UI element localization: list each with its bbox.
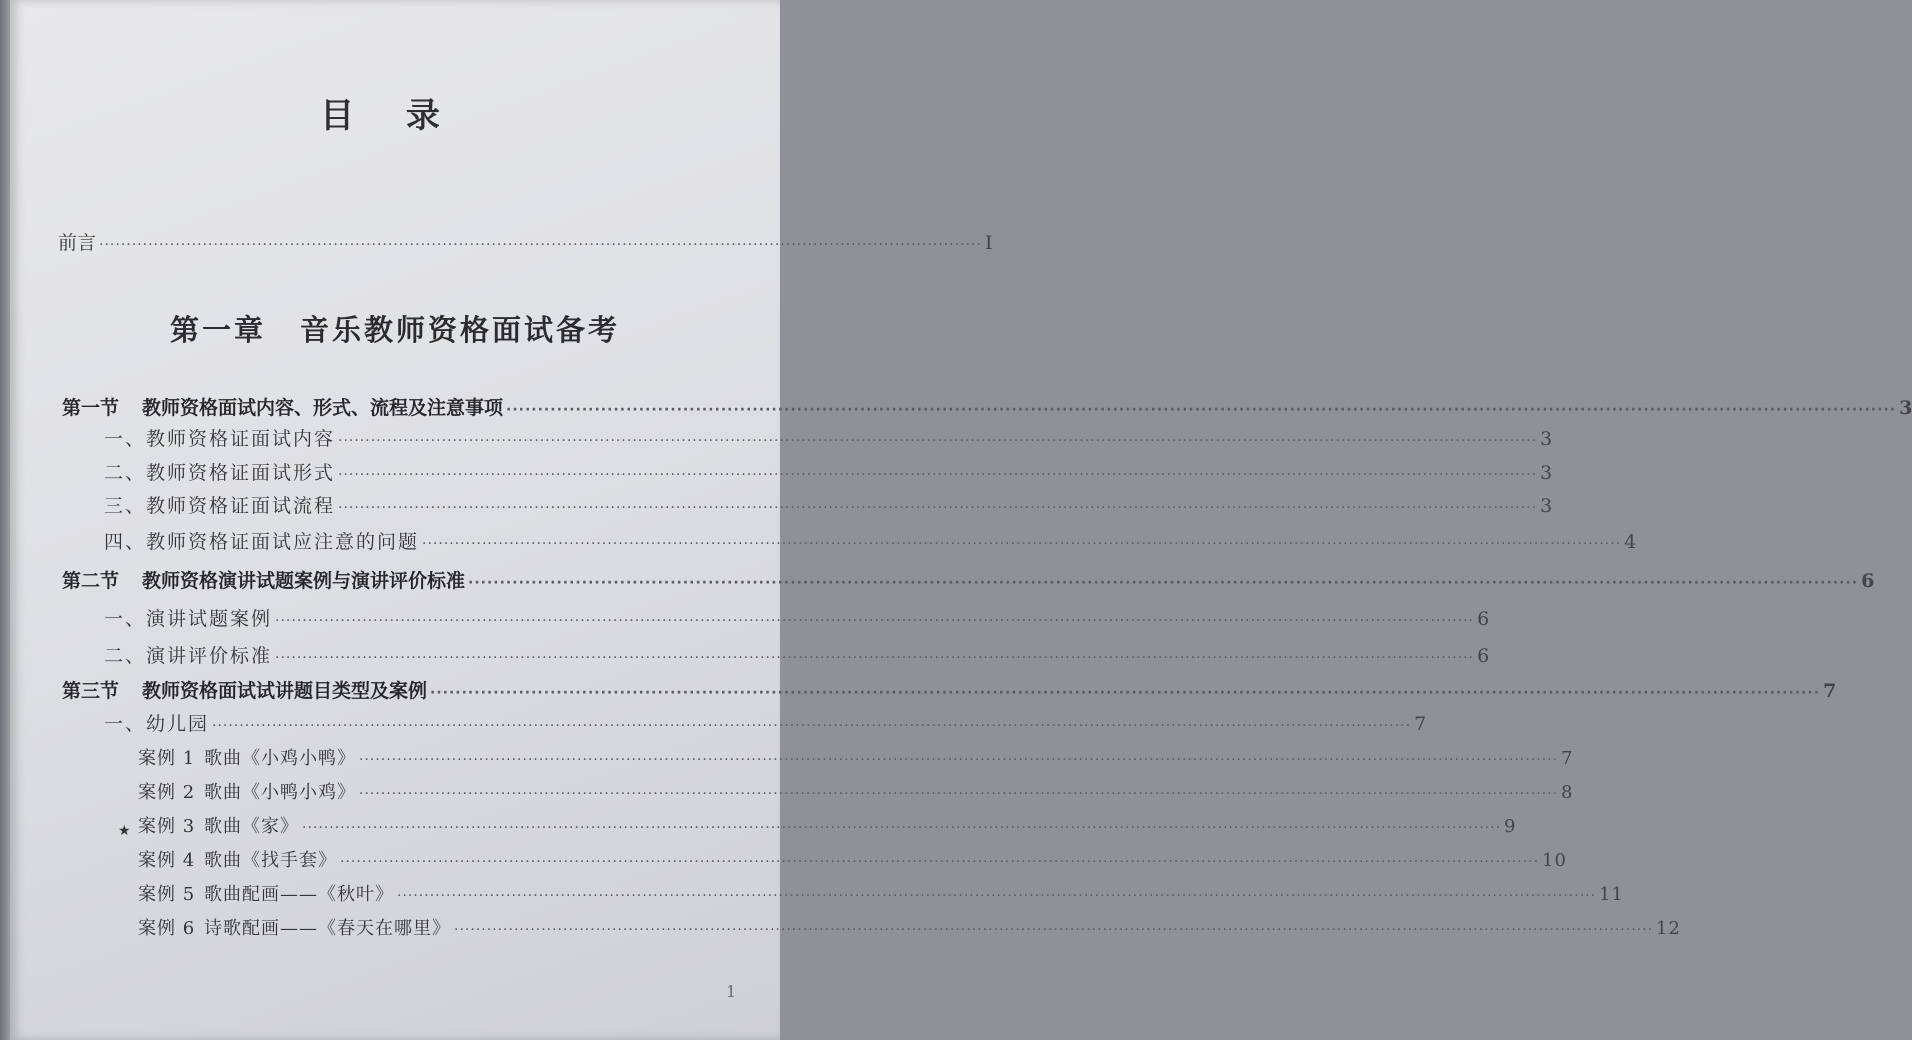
entry-label xyxy=(104,604,272,631)
entry-title: 诗歌配画——《春天在哪里》 xyxy=(204,918,451,939)
entry-title: 三、教师资格证面试流程 xyxy=(104,495,336,517)
preface-page-number: I xyxy=(984,232,993,254)
leader-dots: ···························································································································································································································· xyxy=(338,500,1538,516)
section-entry[interactable] xyxy=(62,393,1912,419)
entry-page-number: 7 xyxy=(1561,748,1574,769)
preface-label: 前言 xyxy=(58,232,97,254)
entry-page-number: 6 xyxy=(1861,570,1875,592)
entry-page-number: 3 xyxy=(1540,495,1555,517)
case-number: 案例 5 xyxy=(138,884,196,905)
entry-label xyxy=(104,424,335,451)
entry-title: 歌曲《找手套》 xyxy=(204,850,337,871)
entry-page-number: 9 xyxy=(1504,816,1517,837)
entry-label xyxy=(104,527,419,554)
section-entry[interactable] xyxy=(62,676,1837,702)
subsection-entry[interactable] xyxy=(104,641,1492,667)
case-entry[interactable] xyxy=(138,846,1567,872)
case-number: 案例 6 xyxy=(138,918,196,939)
leader-dots: ···························································································································································································································· xyxy=(275,613,1475,629)
entry-label xyxy=(62,676,427,703)
entry-page-number: 6 xyxy=(1477,608,1492,630)
entry-page-number: 4 xyxy=(1624,531,1639,553)
leader-dots: ···························································································································································································································· xyxy=(506,402,1897,418)
leader-dots: ···························································································································································································································· xyxy=(468,575,1859,591)
entry-title: 歌曲《小鸡小鸭》 xyxy=(204,748,356,769)
entry-label xyxy=(138,880,394,906)
toc-title: 目 录 xyxy=(320,96,460,136)
entry-page-number: 7 xyxy=(1414,713,1429,735)
section-entry[interactable] xyxy=(62,566,1875,592)
leader-dots: ···························································································································································································································· xyxy=(275,650,1475,666)
case-number: 案例 3 xyxy=(138,816,196,837)
chapter-heading xyxy=(0,308,790,349)
entry-label xyxy=(138,744,356,770)
page-folio: 1 xyxy=(726,982,737,1001)
subsection-entry[interactable] xyxy=(104,424,1555,450)
entry-label xyxy=(104,458,335,485)
leader-dots: ···························································································································································································································· xyxy=(454,922,1654,938)
case-number: 案例 1 xyxy=(138,748,196,769)
entry-label xyxy=(138,846,337,872)
case-entry[interactable] xyxy=(138,812,1517,838)
subsection-entry[interactable] xyxy=(104,709,1429,735)
entry-title: 四、教师资格证面试应注意的问题 xyxy=(104,531,420,553)
entry-label xyxy=(62,566,465,593)
entry-page-number: 3 xyxy=(1899,397,1912,419)
case-entry[interactable] xyxy=(138,914,1681,940)
subsection-entry[interactable] xyxy=(104,458,1555,484)
entry-page-number: 11 xyxy=(1599,884,1624,905)
chapter-title: 音乐教师资格面试备考 xyxy=(300,313,621,347)
leader-dots: ·································································································································································· xyxy=(99,237,982,253)
subsection-entry[interactable] xyxy=(104,527,1639,553)
entry-page-number: 6 xyxy=(1477,645,1492,667)
entry-page-number: 7 xyxy=(1823,680,1837,702)
entry-title: 教师资格演讲试题案例与演讲评价标准 xyxy=(142,570,466,592)
leader-dots: ···························································································································································································································· xyxy=(397,888,1597,904)
entry-title: 二、演讲评价标准 xyxy=(104,645,273,667)
leader-dots: ···························································································································································································································· xyxy=(338,467,1538,483)
leader-dots: ···························································································································································································································· xyxy=(430,685,1821,701)
leader-dots: ···························································································································································································································· xyxy=(359,786,1559,802)
entry-title: 教师资格面试内容、形式、流程及注意事项 xyxy=(142,397,504,419)
entry-label xyxy=(138,812,299,838)
entry-title: 歌曲《小鸭小鸡》 xyxy=(204,782,356,803)
leader-dots: ···························································································································································································································· xyxy=(359,752,1559,768)
entry-title: 一、演讲试题案例 xyxy=(104,608,273,630)
leader-dots: ···························································································································································································································· xyxy=(338,433,1538,449)
entry-title: 歌曲配画——《秋叶》 xyxy=(204,884,394,905)
entry-label xyxy=(104,709,209,736)
leader-dots: ···························································································································································································································· xyxy=(422,536,1622,552)
chapter-number: 第一章 xyxy=(169,313,266,347)
case-number: 案例 2 xyxy=(138,782,196,803)
entry-label xyxy=(138,778,356,804)
entry-page-number: 3 xyxy=(1540,428,1555,450)
case-entry[interactable] xyxy=(138,744,1574,770)
entry-title: 二、教师资格证面试形式 xyxy=(104,462,336,484)
entry-label xyxy=(62,393,503,420)
case-number: 案例 4 xyxy=(138,850,196,871)
entry-label xyxy=(104,641,272,668)
entry-title: 歌曲《家》 xyxy=(204,816,299,837)
entry-page-number: 12 xyxy=(1656,918,1681,939)
preface-entry[interactable] xyxy=(58,228,993,254)
subsection-entry[interactable] xyxy=(104,491,1555,517)
entry-page-number: 8 xyxy=(1561,782,1574,803)
section-number: 第二节 xyxy=(62,570,120,592)
case-entry[interactable] xyxy=(138,778,1574,804)
leader-dots: ···························································································································································································································· xyxy=(212,718,1412,734)
star-mark: ★ xyxy=(118,823,131,839)
case-entry[interactable] xyxy=(138,880,1624,906)
leader-dots: ···························································································································································································································· xyxy=(340,854,1540,870)
leader-dots: ···························································································································································································································· xyxy=(302,820,1502,836)
subsection-entry[interactable] xyxy=(104,604,1492,630)
entry-page-number: 10 xyxy=(1542,850,1567,871)
entry-label xyxy=(104,491,335,518)
entry-title: 一、教师资格证面试内容 xyxy=(104,428,336,450)
entry-title: 教师资格面试试讲题目类型及案例 xyxy=(142,680,428,702)
entry-label xyxy=(138,914,451,940)
section-number: 第三节 xyxy=(62,680,120,702)
entry-page-number: 3 xyxy=(1540,462,1555,484)
entry-title: 一、幼儿园 xyxy=(104,713,210,735)
section-number: 第一节 xyxy=(62,397,120,419)
